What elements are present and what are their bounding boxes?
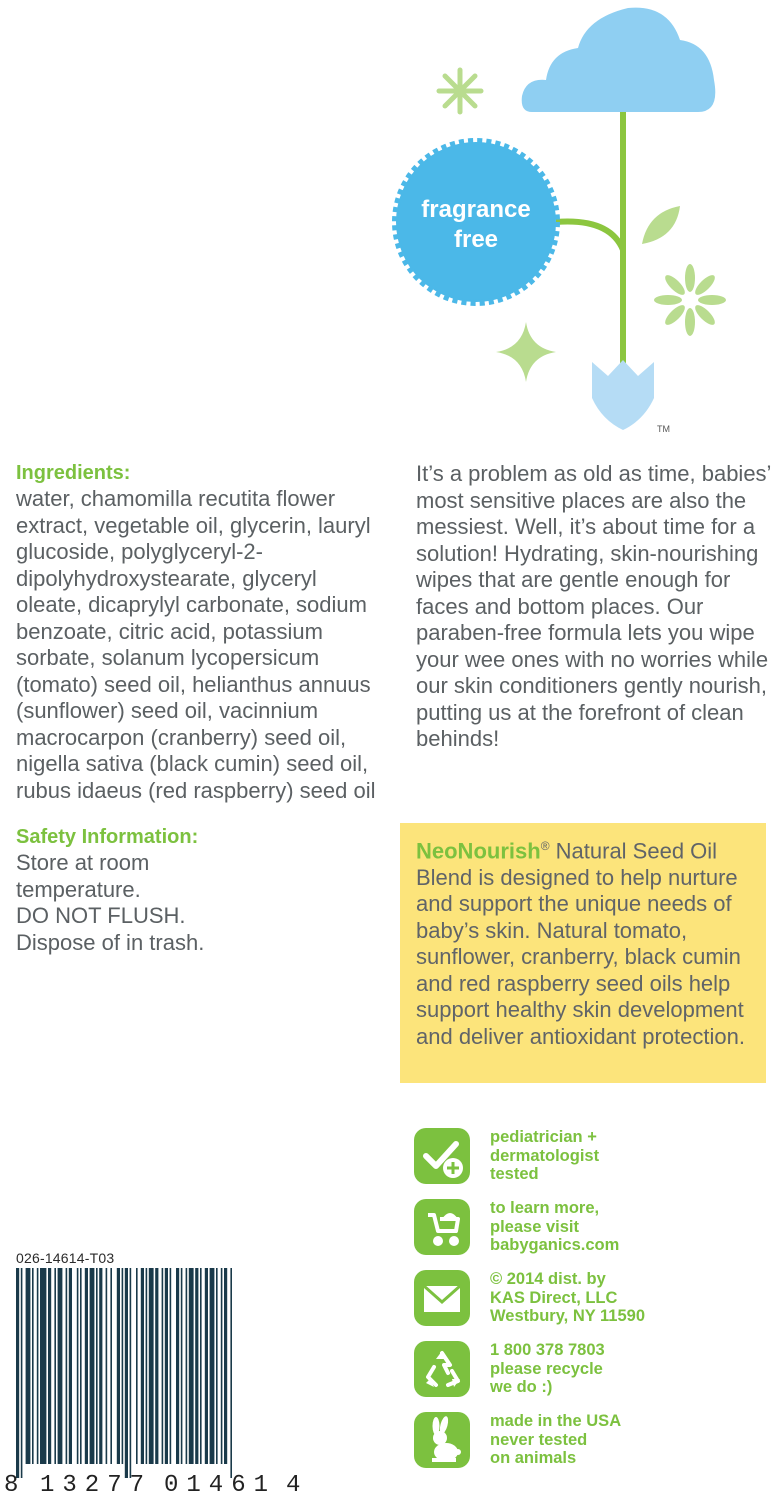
info-line: dermatologist (490, 1146, 600, 1165)
safety-line-2: temperature. (16, 876, 141, 902)
tulip-icon (592, 360, 654, 430)
info-row-tested (414, 1128, 754, 1188)
bunny-icon (414, 1412, 470, 1468)
stroller-icon (414, 1199, 470, 1255)
registered-mark: ® (540, 839, 550, 853)
info-row-distributor (414, 1270, 754, 1330)
checkmark-plus-icon (414, 1128, 470, 1184)
info-line: © 2014 dist. by (490, 1270, 606, 1288)
safety-line-1: Store at room (16, 850, 150, 875)
phone-number: 1 800 378 7803 (490, 1341, 605, 1359)
neonourish-box (400, 823, 766, 1083)
info-line: tested (490, 1165, 539, 1183)
info-text-recycle (490, 1341, 750, 1397)
leaf-icon (642, 206, 680, 244)
info-line: on animals (490, 1449, 577, 1467)
barcode-digit-first: 8 (4, 1472, 19, 1499)
product-description: It’s a problem as old as time, babies’ most sensitive places are also the messiest. Well, it’s about time for a solution! Hydrating, skin-nourishing wipes that are gentle enough for faces and bottom places. Our paraben-free formula lets you wipe your wee ones with no worries while our skin conditioners gently nourish, putting us at the forefront of clean behinds! (416, 461, 771, 751)
badge-line-2: free (453, 226, 499, 253)
neonourish-body: Natural Seed Oil Blend is designed to help nurture and support the unique needs of baby’s skin. Natural tomato, sunflower, cranberry, black cumin and red raspberry seed oils help support healthy skin development and deliver antioxidant protection. (416, 838, 745, 1049)
ingredients-heading: Ingredients: (16, 462, 131, 484)
barcode-group-right: 01461 (164, 1472, 277, 1499)
lot-code: 026-14614-T03 (16, 1250, 115, 1266)
info-line: pediatrician + (490, 1128, 597, 1146)
left-column (16, 460, 386, 956)
info-line: we do :) (490, 1378, 553, 1396)
safety-line-3: DO NOT FLUSH. (16, 903, 186, 928)
barcode-group-left: 13277 (40, 1472, 153, 1499)
trademark-mark: TM (657, 424, 670, 434)
info-row-animals (414, 1412, 754, 1472)
info-line: please recycle (490, 1359, 603, 1378)
asterisk-sparkle-icon (439, 70, 481, 112)
info-text-website (490, 1199, 750, 1255)
barcode-icon (12, 1268, 302, 1478)
diamond-sparkle-icon (496, 322, 556, 382)
recycle-icon (414, 1341, 470, 1397)
badge-text (386, 195, 566, 255)
info-text-distributor (490, 1270, 750, 1326)
safety-heading: Safety Information: (16, 826, 199, 848)
neonourish-brand: NeoNourish (416, 838, 541, 864)
website-link[interactable]: babyganics.com (490, 1236, 620, 1254)
info-line: please visit (490, 1217, 579, 1236)
info-text-tested (490, 1128, 750, 1184)
ingredients-list: water, chamomilla recutita flower extract, vegetable oil, glycerin, lauryl glucoside, polyglyceryl-2-dipolyhydroxystearate, glyceryl oleate, dicaprylyl carbonate, sodium benzoate, citric acid, potassium sorbate, solanum lycopersicum (tomato) seed oil, helianthus annuus (sunflower) seed oil, vacinnium macrocarpon (cranberry) seed oil, nigella sativa (black cumin) seed oil, rubus idaeus (red raspberry) seed oil (16, 486, 376, 803)
info-line: KAS Direct, LLC (490, 1288, 618, 1307)
envelope-icon (414, 1270, 470, 1326)
info-row-website (414, 1199, 754, 1259)
info-line: Westbury, NY 11590 (490, 1307, 646, 1325)
info-row-recycle (414, 1341, 754, 1401)
badge-line-1: fragrance (421, 196, 531, 223)
info-line: to learn more, (490, 1199, 600, 1217)
neonourish-text (416, 833, 752, 1050)
info-text-animals (490, 1412, 750, 1468)
info-line: never tested (490, 1430, 588, 1449)
plant-branch (556, 222, 623, 250)
cloud-icon (522, 8, 716, 112)
barcode-digits (4, 1472, 304, 1500)
barcode-digit-last: 4 (286, 1472, 301, 1499)
flower-sparkle-icon (654, 264, 726, 336)
info-line: made in the USA (490, 1412, 622, 1430)
safety-line-4: Dispose of in trash. (16, 929, 205, 955)
